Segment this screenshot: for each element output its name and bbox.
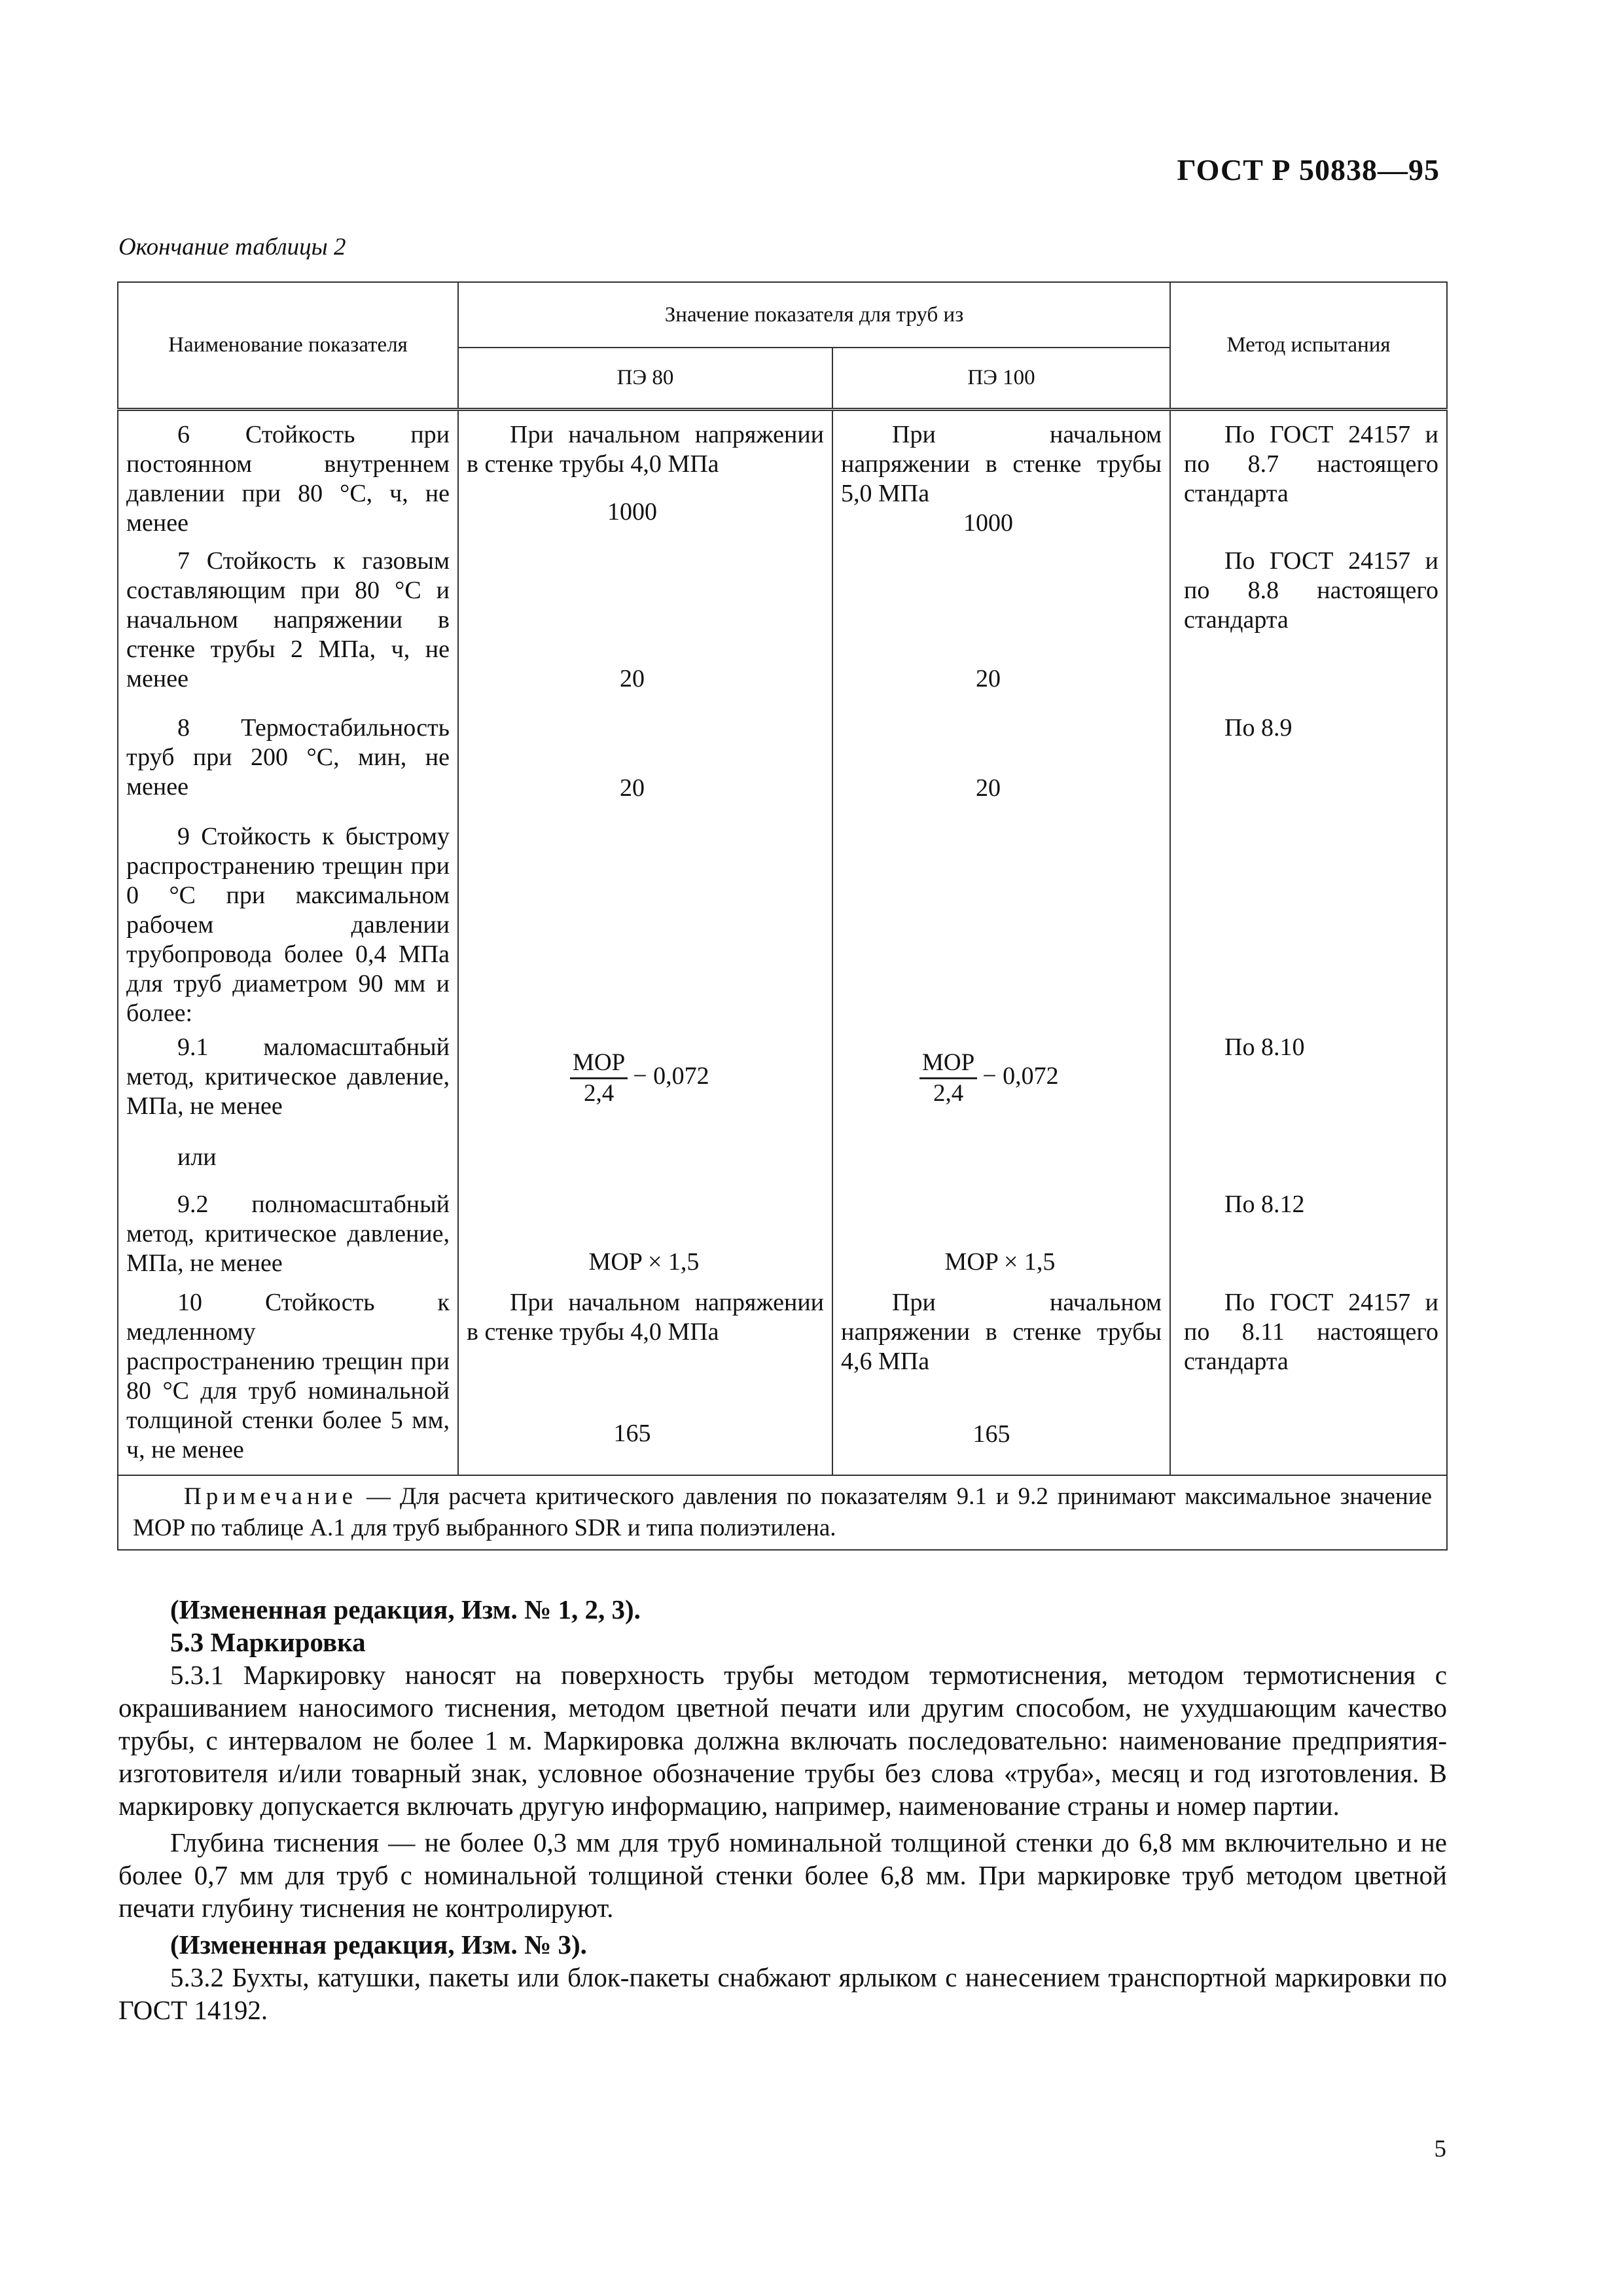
table-row xyxy=(118,817,1447,1033)
method-text: По 8.12 xyxy=(1224,1190,1305,1218)
pe100-value: 1000 xyxy=(963,509,1013,537)
row-name: 9.2 полномасштабный метод, критическое давление, МПа, не менее xyxy=(126,1190,450,1277)
pe80-value: 20 xyxy=(620,774,645,802)
table-row xyxy=(118,713,1447,817)
table-note-row xyxy=(118,1475,1447,1550)
spec-table-container xyxy=(117,281,1446,1562)
pe100-value: MOP × 1,5 xyxy=(944,1247,1056,1276)
amendment-note: (Измененная редакция, Изм. № 3). xyxy=(170,1929,587,1960)
document-code: ГОСТ Р 50838—95 xyxy=(1177,153,1440,187)
fraction-numerator: MOP xyxy=(919,1049,977,1079)
header-pe80: ПЭ 80 xyxy=(458,348,832,409)
spec-table xyxy=(117,281,1448,1551)
pe80-value: 165 xyxy=(613,1419,651,1447)
method-text: По 8.9 xyxy=(1224,713,1293,742)
table-row xyxy=(118,547,1447,713)
header-value-group: Значение показателя для труб из xyxy=(458,282,1170,348)
method-text: По ГОСТ 24157 и по 8.8 настоящего стандарта xyxy=(1184,547,1438,634)
fraction-denominator: 2,4 xyxy=(583,1079,615,1107)
method-text: По ГОСТ 24157 и по 8.7 настоящего стандарта xyxy=(1184,420,1438,507)
pe100-value: 20 xyxy=(976,664,1001,692)
table-row xyxy=(118,411,1447,547)
pe100-value: 20 xyxy=(976,774,1001,802)
row-name: или xyxy=(177,1143,217,1171)
table-row xyxy=(118,1182,1447,1285)
fraction xyxy=(919,1049,977,1108)
pe100-value: 165 xyxy=(972,1420,1010,1448)
note-label: Примечание xyxy=(184,1482,357,1510)
pe80-condition: При начальном напряжении в стенке трубы 4,0 МПа xyxy=(467,420,824,478)
note-text: — Для расчета критического давления по показателям 9.1 и 9.2 принимают максимальное значение MOP по таблице А.1 для труб выбранного SDR и типа полиэтилена. xyxy=(133,1482,1432,1541)
formula-rest: − 0,072 xyxy=(633,1062,709,1090)
fraction-numerator: MOP xyxy=(570,1049,628,1079)
pe80-condition: При начальном напряжении в стенке трубы 4,0 МПа xyxy=(467,1288,824,1346)
row-name: 9 Стойкость к быстрому распространению трещин при 0 °С при максимальном рабочем давлении трубопровода более 0,4 МПа для труб диаметром 90 мм и более: xyxy=(126,822,450,1027)
paragraph-5-3-2: 5.3.2 Бухты, катушки, пакеты или блок-пакеты снабжают ярлыком с нанесением транспортной маркировки по ГОСТ 14192. xyxy=(118,1962,1447,2025)
pe100-formula xyxy=(841,1049,1162,1108)
table-row xyxy=(118,1285,1447,1475)
body-text xyxy=(118,1593,1447,2026)
row-name: 8 Термостабильность труб при 200 °С, мин, не менее xyxy=(126,713,450,800)
pe100-condition: При начальном напряжении в стенке трубы 4,6 МПа xyxy=(841,1288,1162,1375)
section-title: 5.3 Маркировка xyxy=(170,1627,366,1657)
pe100-condition: При начальном напряжении в стенке трубы 5,0 МПа xyxy=(841,420,1162,507)
page-number: 5 xyxy=(1434,2136,1446,2162)
header-pe100: ПЭ 100 xyxy=(832,348,1170,409)
paragraph-5-3-1: 5.3.1 Маркировку наносят на поверхность трубы методом термотиснения, методом термотиснения с окрашиванием наносимого тиснения, методом цветной печати или другим способом, не ухудшающим качество трубы, с интервалом не более 1 м. Маркировка должна включать последовательно: наименование предприятия-изготовителя и/или товарный знак, условное обозначение трубы без слова «труба», месяц и год изготовления. В маркировку допускается включать другую информацию, например, наименование страны и номер партии. xyxy=(118,1660,1447,1821)
table-row xyxy=(118,1143,1447,1182)
pe80-formula xyxy=(467,1049,824,1108)
method-text: По 8.10 xyxy=(1224,1033,1305,1061)
pe80-value: MOP × 1,5 xyxy=(588,1247,700,1276)
row-name: 9.1 маломасштабный метод, критическое давление, МПа, не менее xyxy=(126,1033,450,1120)
fraction xyxy=(570,1049,628,1108)
row-name: 6 Стойкость при постоянном внутреннем давлении при 80 °С, ч, не менее xyxy=(126,420,450,537)
method-text: По ГОСТ 24157 и по 8.11 настоящего стандарта xyxy=(1184,1288,1438,1375)
paragraph-embossing-depth: Глубина тиснения — не более 0,3 мм для труб номинальной толщиной стенки до 6,8 мм включительно и не более 0,7 мм для труб с номинальной толщиной стенки более 6,8 мм. При маркировке труб методом цветной печати глубину тиснения не контролируют. xyxy=(118,1827,1447,1923)
amendment-note: (Измененная редакция, Изм. № 1, 2, 3). xyxy=(170,1594,641,1624)
pe80-value: 20 xyxy=(620,664,645,692)
row-name: 10 Стойкость к медленному распространению трещин при 80 °С для труб номинальной толщиной стенки более 5 мм, ч, не менее xyxy=(126,1288,450,1463)
row-name: 7 Стойкость к газовым составляющим при 80 °С и начальном напряжении в стенке трубы 2 МПа, ч, не менее xyxy=(126,547,450,692)
header-name: Наименование показателя xyxy=(118,282,458,409)
table-caption: Окончание таблицы 2 xyxy=(118,234,346,260)
formula-rest: − 0,072 xyxy=(982,1062,1059,1090)
header-method: Метод испытания xyxy=(1170,282,1447,409)
pe80-value: 1000 xyxy=(607,497,657,526)
table-row xyxy=(118,1033,1447,1143)
fraction-denominator: 2,4 xyxy=(933,1079,964,1107)
